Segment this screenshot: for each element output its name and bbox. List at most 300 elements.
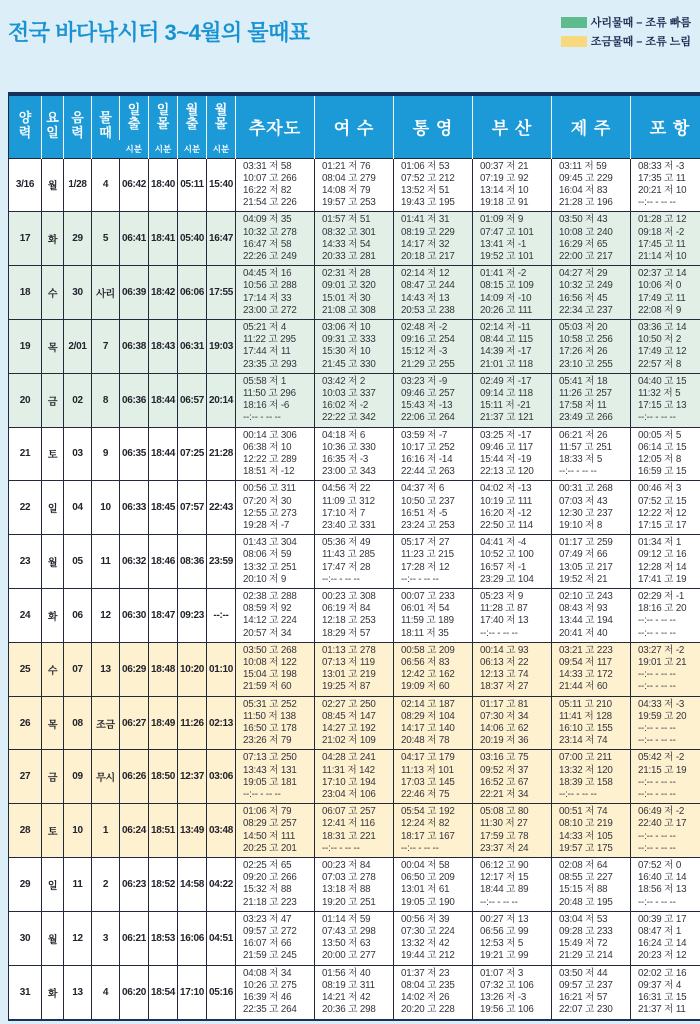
day-cell: 목: [42, 696, 64, 750]
tide-entry: 06:49 저 -2: [638, 806, 685, 818]
tide-cell-chujado: [236, 212, 315, 266]
tide-entry: 00:27 저 13: [480, 913, 529, 925]
tide-cell-yeosu: [315, 642, 394, 696]
tide-entry: 05:21 저 4: [243, 321, 287, 333]
tide-entry: 11:41 저 128: [559, 710, 612, 722]
subheader-moonset-unit: 시분: [207, 140, 236, 158]
tide-entry: 16:31 고 15: [638, 992, 687, 1004]
tide-entry: 16:20 저 -12: [480, 507, 532, 519]
tide-entry: 02:14 저 12: [401, 268, 450, 280]
tide-entry: 11:32 저 5: [638, 387, 681, 399]
tide-entry: 10:50 저 2: [638, 334, 682, 346]
moonset-cell: 16:47: [207, 212, 236, 266]
tide-entry: 14:09 저 -10: [480, 292, 532, 304]
tide-cell-busan: [473, 642, 552, 696]
lunar-cell: 30: [64, 266, 92, 320]
day-cell: 화: [42, 589, 64, 643]
legend-item-sari: [561, 14, 691, 30]
tide-entry: --:-- - -- --: [243, 789, 281, 801]
sunrise-cell: 06:41: [120, 212, 149, 266]
tide-entry: 17:49 고 11: [638, 292, 686, 304]
tide-entry: 07:47 고 101: [480, 226, 534, 238]
tide-cell-yeosu: [315, 589, 394, 643]
tide-entry: --:-- - -- --: [638, 627, 676, 639]
tide-cell-tongyeong: [394, 535, 473, 589]
tide-entry: 23:10 고 255: [559, 358, 613, 370]
date-cell: 27: [9, 750, 42, 804]
tide-cell: 3: [92, 911, 120, 965]
tide-cell-busan: [473, 589, 552, 643]
tide-entry: 02:48 저 -2: [401, 321, 448, 333]
tide-entry: 16:47 저 58: [243, 238, 292, 250]
sunrise-cell: 06:39: [120, 266, 149, 320]
tide-entry: 16:16 저 -14: [401, 453, 453, 465]
tide-cell: 11: [92, 535, 120, 589]
date-cell: 28: [9, 804, 42, 858]
tide-cell-chujado: [236, 911, 315, 965]
tide-entry: 09:18 저 -2: [638, 226, 685, 238]
tide-entry: 18:56 저 13: [638, 884, 687, 896]
day-row-25: [9, 642, 700, 696]
tide-entry: 13:43 저 131: [243, 764, 297, 776]
tide-cell-chujado: [236, 965, 315, 1019]
subheader-moonrise-unit: 시분: [178, 140, 207, 158]
tide-cell-tongyeong: [394, 373, 473, 427]
moonset-cell: 15:40: [207, 158, 236, 212]
tide-entry: 06:12 고 90: [480, 860, 529, 872]
tide-entry: 09:57 고 237: [559, 979, 613, 991]
date-cell: 17: [9, 212, 42, 266]
tide-entry: 16:29 저 65: [559, 238, 608, 250]
sunrise-cell: 06:42: [120, 158, 149, 212]
moonrise-cell: 08:36: [178, 535, 207, 589]
col-header-pohang: 포 항: [631, 94, 700, 158]
tide-cell: 8: [92, 373, 120, 427]
moonset-cell: 04:22: [207, 858, 236, 912]
tide-entry: 01:06 저 53: [401, 160, 450, 172]
tide-entry: 18:37 저 27: [480, 681, 529, 693]
lunar-cell: 06: [64, 589, 92, 643]
tide-entry: 11:31 저 142: [322, 764, 375, 776]
sunrise-cell: 06:35: [120, 427, 149, 481]
tide-entry: 12:17 저 15: [480, 872, 529, 884]
lunar-cell: 03: [64, 427, 92, 481]
tide-entry: 14:27 고 192: [322, 723, 376, 735]
tide-cell-busan: [473, 911, 552, 965]
tide-entry: 03:23 저 -9: [401, 375, 448, 387]
tide-entry: 07:32 고 106: [480, 979, 534, 991]
tide-cell-tongyeong: [394, 319, 473, 373]
moonset-cell: --:--: [207, 589, 236, 643]
tide-entry: 21:29 고 255: [401, 358, 455, 370]
tide-entry: 10:26 고 275: [243, 979, 297, 991]
lunar-cell: 29: [64, 212, 92, 266]
tide-entry: 06:21 저 26: [559, 429, 608, 441]
col-header-yeosu: 여 수: [315, 94, 394, 158]
lunar-cell: 2/01: [64, 319, 92, 373]
date-cell: 31: [9, 965, 42, 1019]
tide-cell-busan: [473, 965, 552, 1019]
tide-cell-jeju: [552, 965, 631, 1019]
tide-entry: 19:57 고 175: [559, 842, 613, 854]
tide-entry: 05:36 저 49: [322, 537, 371, 549]
tide-entry: 10:07 고 266: [243, 172, 297, 184]
col-header-sunset: 일몰: [149, 94, 178, 140]
tide-entry: 21:59 저 60: [243, 681, 292, 693]
tide-entry: --:-- - -- --: [638, 789, 676, 801]
moonrise-cell: 07:25: [178, 427, 207, 481]
tide-entry: 19:43 고 195: [401, 197, 455, 209]
tide-entry: 08:29 고 257: [243, 818, 297, 830]
tide-entry: 16:51 저 -5: [401, 507, 448, 519]
tide-entry: 16:52 고 67: [480, 776, 529, 788]
sunrise-cell: 06:21: [120, 911, 149, 965]
tide-cell: 무시: [92, 750, 120, 804]
tide-entry: 19:09 저 60: [401, 681, 450, 693]
tide-entry: 19:56 고 106: [480, 1004, 534, 1016]
lunar-cell: 13: [64, 965, 92, 1019]
moonset-cell: 02:13: [207, 696, 236, 750]
tide-entry: 01:57 저 51: [322, 214, 371, 226]
tide-entry: 20:20 고 228: [401, 1004, 455, 1016]
tide-entry: 01:43 고 304: [243, 537, 297, 549]
tide-entry: 01:14 저 59: [322, 913, 371, 925]
tide-entry: 06:13 저 22: [480, 657, 529, 669]
sunset-cell: 18:51: [149, 804, 178, 858]
tide-entry: 00:46 저 3: [638, 483, 682, 495]
tide-entry: 11:43 고 285: [322, 549, 375, 561]
tide-entry: 06:14 고 15: [638, 441, 687, 453]
tide-entry: 21:18 고 223: [243, 896, 297, 908]
sunset-cell: 18:54: [149, 965, 178, 1019]
tide-entry: 02:10 고 243: [559, 591, 613, 602]
tide-entry: 13:01 저 61: [401, 884, 450, 896]
tide-cell-pohang: [631, 427, 700, 481]
moonset-cell: 05:16: [207, 965, 236, 1019]
tide-entry: 14:17 저 32: [401, 238, 450, 250]
tide-entry: 12:28 저 14: [638, 561, 687, 573]
tide-entry: --:-- - -- --: [638, 830, 676, 842]
tide-entry: 16:50 고 178: [243, 723, 297, 735]
sunrise-cell: 06:27: [120, 696, 149, 750]
tide-cell-tongyeong: [394, 804, 473, 858]
sunset-cell: 18:48: [149, 642, 178, 696]
tide-entry: 07:30 저 34: [480, 710, 529, 722]
legend-item-jogeum: [561, 33, 691, 49]
tide-entry: 02:49 저 -17: [480, 375, 532, 387]
sunrise-cell: 06:20: [120, 965, 149, 1019]
tide-cell-chujado: [236, 158, 315, 212]
tide-cell-chujado: [236, 481, 315, 535]
tide-entry: 14:08 저 79: [322, 184, 371, 196]
tide-entry: 08:32 고 301: [322, 226, 376, 238]
date-cell: 20: [9, 373, 42, 427]
tide-entry: 17:47 저 28: [322, 561, 371, 573]
tide-entry: 11:57 고 251: [559, 441, 612, 453]
tide-cell-busan: [473, 319, 552, 373]
tide-entry: 20:25 고 201: [243, 842, 297, 854]
tide-entry: 03:50 저 43: [559, 214, 608, 226]
lunar-cell: 07: [64, 642, 92, 696]
tide-entry: 10:52 고 100: [480, 549, 534, 561]
tide-entry: 04:28 고 241: [322, 752, 376, 764]
tide-cell: 7: [92, 319, 120, 373]
day-row-29: [9, 858, 700, 912]
tide-entry: 13:32 저 42: [401, 938, 450, 950]
tide-entry: 22:35 고 264: [243, 1004, 297, 1016]
tide-entry: 07:20 저 30: [243, 495, 292, 507]
tide-entry: 08:19 고 311: [322, 979, 375, 991]
legend-label-jogeum: 조금물때 – 조류 느림: [590, 36, 691, 48]
tide-entry: 14:33 저 54: [322, 238, 371, 250]
tide-cell: 1: [92, 804, 120, 858]
sari-color-swatch: [561, 17, 587, 28]
day-cell: 토: [42, 427, 64, 481]
tide-entry: 17:10 저 7: [322, 507, 366, 519]
tide-entry: 07:52 고 15: [638, 495, 687, 507]
day-row-19: [9, 319, 700, 373]
tide-cell-pohang: [631, 212, 700, 266]
tide-cell-pohang: [631, 858, 700, 912]
tide-entry: 07:43 고 298: [322, 926, 376, 938]
tide-entry: 17:26 저 26: [559, 346, 608, 358]
tide-entry: 22:07 고 230: [559, 1004, 613, 1016]
tide-cell-jeju: [552, 319, 631, 373]
tide-cell-pohang: [631, 965, 700, 1019]
tide-entry: 22:22 고 342: [322, 412, 376, 424]
tide-entry: 11:22 고 295: [243, 334, 296, 346]
tide-cell-busan: [473, 427, 552, 481]
day-cell: 금: [42, 373, 64, 427]
tide-entry: 16:02 저 -2: [322, 400, 369, 412]
tide-entry: 12:05 저 8: [638, 453, 682, 465]
tide-entry: 02:25 저 65: [243, 860, 292, 872]
tide-cell-tongyeong: [394, 858, 473, 912]
tide-cell-jeju: [552, 642, 631, 696]
day-row-28: [9, 804, 700, 858]
moonrise-cell: 09:23: [178, 589, 207, 643]
tide-cell-tongyeong: [394, 965, 473, 1019]
tide-table: [8, 92, 700, 1021]
tide-cell-tongyeong: [394, 158, 473, 212]
tide-cell-tongyeong: [394, 427, 473, 481]
tide-entry: --:-- - -- --: [401, 842, 439, 854]
tide-entry: 15:49 저 72: [559, 938, 608, 950]
sunrise-cell: 06:23: [120, 858, 149, 912]
tide-entry: --:-- - -- --: [638, 723, 676, 735]
tide-entry: 08:44 고 115: [480, 334, 533, 346]
tide-cell-yeosu: [315, 319, 394, 373]
tide-entry: 15:01 저 30: [322, 292, 371, 304]
tide-cell-jeju: [552, 804, 631, 858]
tide-entry: 11:28 고 87: [480, 603, 528, 615]
date-cell: 29: [9, 858, 42, 912]
tide-entry: 21:08 고 308: [322, 304, 376, 316]
tide-entry: 22:34 고 237: [559, 304, 613, 316]
tide-entry: 22:40 고 17: [638, 818, 687, 830]
tide-entry: 08:59 저 92: [243, 603, 292, 615]
tide-entry: 20:33 고 281: [322, 250, 376, 262]
tide-entry: 02:37 고 14: [638, 268, 687, 280]
col-header-sunrise: 일출: [120, 94, 149, 140]
tide-entry: 22:26 고 249: [243, 250, 297, 262]
tide-entry: 00:14 고 93: [480, 644, 529, 656]
tide-cell-yeosu: [315, 535, 394, 589]
tide-entry: 14:39 저 -17: [480, 346, 532, 358]
tide-entry: 20:48 고 195: [559, 896, 613, 908]
tide-entry: 10:17 고 252: [401, 441, 455, 453]
tide-entry: 02:08 저 64: [559, 860, 608, 872]
tide-entry: 03:59 저 -7: [401, 429, 448, 441]
tide-entry: 00:14 고 306: [243, 429, 297, 441]
moonrise-cell: 13:49: [178, 804, 207, 858]
tide-cell-chujado: [236, 804, 315, 858]
tide-entry: 20:26 고 111: [480, 304, 533, 316]
tide-cell-chujado: [236, 642, 315, 696]
tide-entry: 05:03 저 20: [559, 321, 608, 333]
tide-entry: 01:21 저 76: [322, 160, 371, 172]
tide-entry: 19:44 고 212: [401, 950, 455, 962]
tide-entry: 18:44 고 89: [480, 884, 529, 896]
tide-entry: 04:33 저 -3: [638, 698, 685, 710]
tide-entry: 13:01 고 219: [322, 669, 376, 681]
tide-entry: 03:50 저 44: [559, 967, 608, 979]
tide-entry: 12:22 고 289: [243, 453, 297, 465]
tide-entry: 18:16 고 20: [638, 603, 687, 615]
tide-entry: 23:37 저 24: [480, 842, 529, 854]
date-cell: 19: [9, 319, 42, 373]
tide-entry: 03:31 저 58: [243, 160, 292, 172]
tide-entry: 05:11 고 210: [559, 698, 612, 710]
tide-entry: 13:50 저 63: [322, 938, 371, 950]
col-header-weekday: 요일: [42, 94, 64, 158]
lunar-cell: 08: [64, 696, 92, 750]
tide-entry: 12:53 저 5: [480, 938, 524, 950]
moonset-cell: 20:14: [207, 373, 236, 427]
tide-cell-tongyeong: [394, 911, 473, 965]
tide-entry: 02:29 저 -1: [638, 591, 685, 602]
moonrise-cell: 07:57: [178, 481, 207, 535]
date-cell: 18: [9, 266, 42, 320]
tide-entry: 15:12 저 -3: [401, 346, 448, 358]
tide-entry: 13:18 저 88: [322, 884, 371, 896]
tide-cell-busan: [473, 804, 552, 858]
day-cell: 월: [42, 158, 64, 212]
tide-cell-chujado: [236, 535, 315, 589]
tide-entry: 18:17 고 167: [401, 830, 455, 842]
tide-entry: 07:52 고 212: [401, 172, 455, 184]
day-cell: 토: [42, 804, 64, 858]
tide-cell-busan: [473, 858, 552, 912]
day-cell: 화: [42, 212, 64, 266]
sunset-cell: 18:49: [149, 696, 178, 750]
tide-entry: 10:19 고 111: [480, 495, 533, 507]
tide-entry: 12:55 고 273: [243, 507, 297, 519]
tide-entry: 07:00 고 211: [559, 752, 612, 764]
page-title: 전국 바다낚시터 3~4월의 물때표: [8, 20, 310, 45]
tide-entry: 21:15 고 19: [638, 764, 687, 776]
date-cell: 3/16: [9, 158, 42, 212]
tide-entry: 14:17 고 140: [401, 723, 455, 735]
tide-cell-chujado: [236, 696, 315, 750]
tide-entry: 13:52 저 51: [401, 184, 450, 196]
moonrise-cell: 06:31: [178, 319, 207, 373]
tide-entry: 08:04 고 235: [401, 979, 455, 991]
tide-cell-yeosu: [315, 481, 394, 535]
tide-entry: 10:03 고 337: [322, 387, 376, 399]
tide-entry: --:-- - -- --: [480, 896, 518, 908]
tide-entry: 06:56 고 99: [480, 926, 529, 938]
col-header-jeju: 제 주: [552, 94, 631, 158]
col-header-chujado: 추자도: [236, 94, 315, 158]
tide-entry: 08:47 저 1: [638, 926, 682, 938]
tide-entry: 20:57 저 34: [243, 627, 292, 639]
day-row-17: [9, 212, 700, 266]
lunar-cell: 1/28: [64, 158, 92, 212]
tide-entry: 22:57 저 8: [638, 358, 682, 370]
tide-cell-chujado: [236, 858, 315, 912]
tide-cell: 13: [92, 642, 120, 696]
tide-entry: 01:17 고 81: [480, 698, 529, 710]
lunar-cell: 05: [64, 535, 92, 589]
tide-cell-chujado: [236, 319, 315, 373]
tide-entry: 20:10 저 9: [243, 573, 287, 585]
tide-entry: 06:01 저 54: [401, 603, 450, 615]
tide-entry: 07:19 고 92: [480, 172, 529, 184]
tide-cell-chujado: [236, 373, 315, 427]
tide-entry: 00:31 고 268: [559, 483, 613, 495]
tide-entry: 08:06 저 59: [243, 549, 292, 561]
tide-entry: 22:46 저 75: [401, 789, 450, 801]
tide-entry: 04:02 저 -13: [480, 483, 532, 495]
moonrise-cell: 06:06: [178, 266, 207, 320]
tide-entry: 09:52 저 37: [480, 764, 529, 776]
tide-cell-busan: [473, 158, 552, 212]
col-header-moonset: 월몰: [207, 94, 236, 140]
legend-label-sari: 사리물때 – 조류 빠름: [590, 17, 691, 29]
tide-cell-pohang: [631, 696, 700, 750]
sunset-cell: 18:43: [149, 319, 178, 373]
tide-entry: 11:50 저 138: [243, 710, 296, 722]
moonset-cell: 03:48: [207, 804, 236, 858]
tide-entry: 07:49 저 66: [559, 549, 608, 561]
day-row-21: [9, 427, 700, 481]
tide-entry: 09:12 고 16: [638, 549, 687, 561]
table-header: [9, 94, 700, 158]
tide-cell-pohang: [631, 535, 700, 589]
tide-entry: 04:45 저 16: [243, 268, 292, 280]
tide-cell-tongyeong: [394, 696, 473, 750]
tide-entry: 21:59 고 245: [243, 950, 297, 962]
tide-entry: 23:24 고 253: [401, 519, 455, 531]
tide-cell-chujado: [236, 750, 315, 804]
day-cell: 수: [42, 642, 64, 696]
tide-entry: 07:13 저 119: [322, 657, 375, 669]
tide-cell-tongyeong: [394, 266, 473, 320]
sunset-cell: 18:44: [149, 427, 178, 481]
tide-entry: 22:13 고 120: [480, 466, 534, 478]
tide-cell-pohang: [631, 804, 700, 858]
tide-entry: 19:20 고 251: [322, 896, 376, 908]
tide-entry: 09:46 고 257: [401, 387, 455, 399]
tide-cell-jeju: [552, 158, 631, 212]
tide-entry: 10:08 저 122: [243, 657, 297, 669]
tide-entry: 08:15 고 109: [480, 280, 534, 292]
tide-entry: 06:07 고 257: [322, 806, 376, 818]
tide-entry: 16:35 저 -3: [322, 453, 369, 465]
tide-entry: 14:12 고 224: [243, 615, 297, 627]
tide-entry: 20:48 저 78: [401, 735, 450, 747]
